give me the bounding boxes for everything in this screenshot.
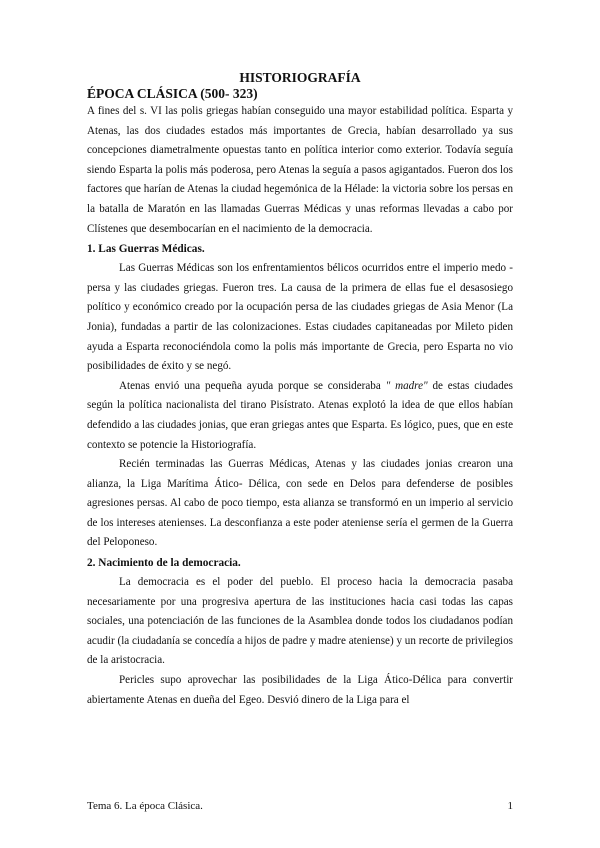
page-footer [87,800,513,812]
paragraph: Recién terminadas las Guerras Médicas, Atenas y las ciudades jonias crearon una alianza, la Liga Marítima Ático- Délica, con sede en Delos para defenderse de posibles agresiones persas. Al cabo de poco tiempo, esta alianza se transformó en un imperio al servicio de los intereses atenienses. La desconfianza a este poder ateniense sería el germen de la Guerra del Peloponeso. [87,458,513,549]
document-title: HISTORIOGRAFÍA [239,70,361,85]
page-number: 1 [507,800,513,812]
section-heading-guerras-medicas: 1. Las Guerras Médicas. [87,243,205,256]
paragraph: La democracia es el poder del pueblo. El proceso hacia la democracia pasaba necesariamente por una progresiva apertura de las instituciones hacia casi todas las capas sociales, una potenciación de las funciones de la Asamblea donde todos los ciudadanos podían acudir (la ciudadanía se concedía a hijos de padre y madre ateniense) y un recorte de privilegios de la aristocracia. [87,576,513,667]
footer-chapter-label: Tema 6. La época Clásica. [87,800,203,812]
paragraph-text: Atenas envió una pequeña ayuda porque se consideraba [119,379,386,392]
paragraph: Las Guerras Médicas son los enfrentamientos bélicos ocurridos entre el imperio medo - persa y las ciudades griegas. Fueron tres. La causa de la primera de ellas fue el desasosiego político y económico creado por la ocupación persa de las ciudades griegas de Asia Menor (La Jonia), fundadas a partir de las colonizaciones. Estas ciudades capitaneadas por Mileto piden ayuda a Esparta reconociéndola como la polis más importante de Grecia, pero Esparta no vio posibilidades de éxito y se negó. [87,262,513,373]
paragraph [87,377,513,455]
emphasis-text: " madre" [385,379,428,392]
paragraph: Pericles supo aprovechar las posibilidades de la Liga Ático-Délica para convertir abiertamente Atenas en dueña del Egeo. Desvió dinero de la Liga para el [87,674,513,706]
document-subtitle: ÉPOCA CLÁSICA (500- 323) [87,86,258,101]
document-page [87,70,513,710]
section-heading-democracia: 2. Nacimiento de la democracia. [87,557,241,570]
intro-paragraph: A fines del s. VI las polis griegas habían conseguido una mayor estabilidad política. Esparta y Atenas, las dos ciudades estados más importantes de Grecia, habían desarrollado ya sus concepciones diametralmente opuestas tanto en política interior como exterior. Todavía seguía siendo Esparta la polis más poderosa, pero Atenas la seguía a pasos agigantados. Fueron dos los factores que harían de Atenas la ciudad hegemónica de la Hélade: la victoria sobre los persas en la batalla de Maratón en las llamadas Guerras Médicas y unas reformas llevadas a cabo por Clístenes que desembocarían en el nacimiento de la democracia. [87,105,513,235]
paragraph-text: de estas ciudades según la política nacionalista del tirano Pisístrato. Atenas explotó la idea de que ellos habían defendido a las ciudades jonias, que eran griegas antes que Esparta. Es lógico, pues, que en este contexto se potencie la Historiografía. [87,379,514,451]
